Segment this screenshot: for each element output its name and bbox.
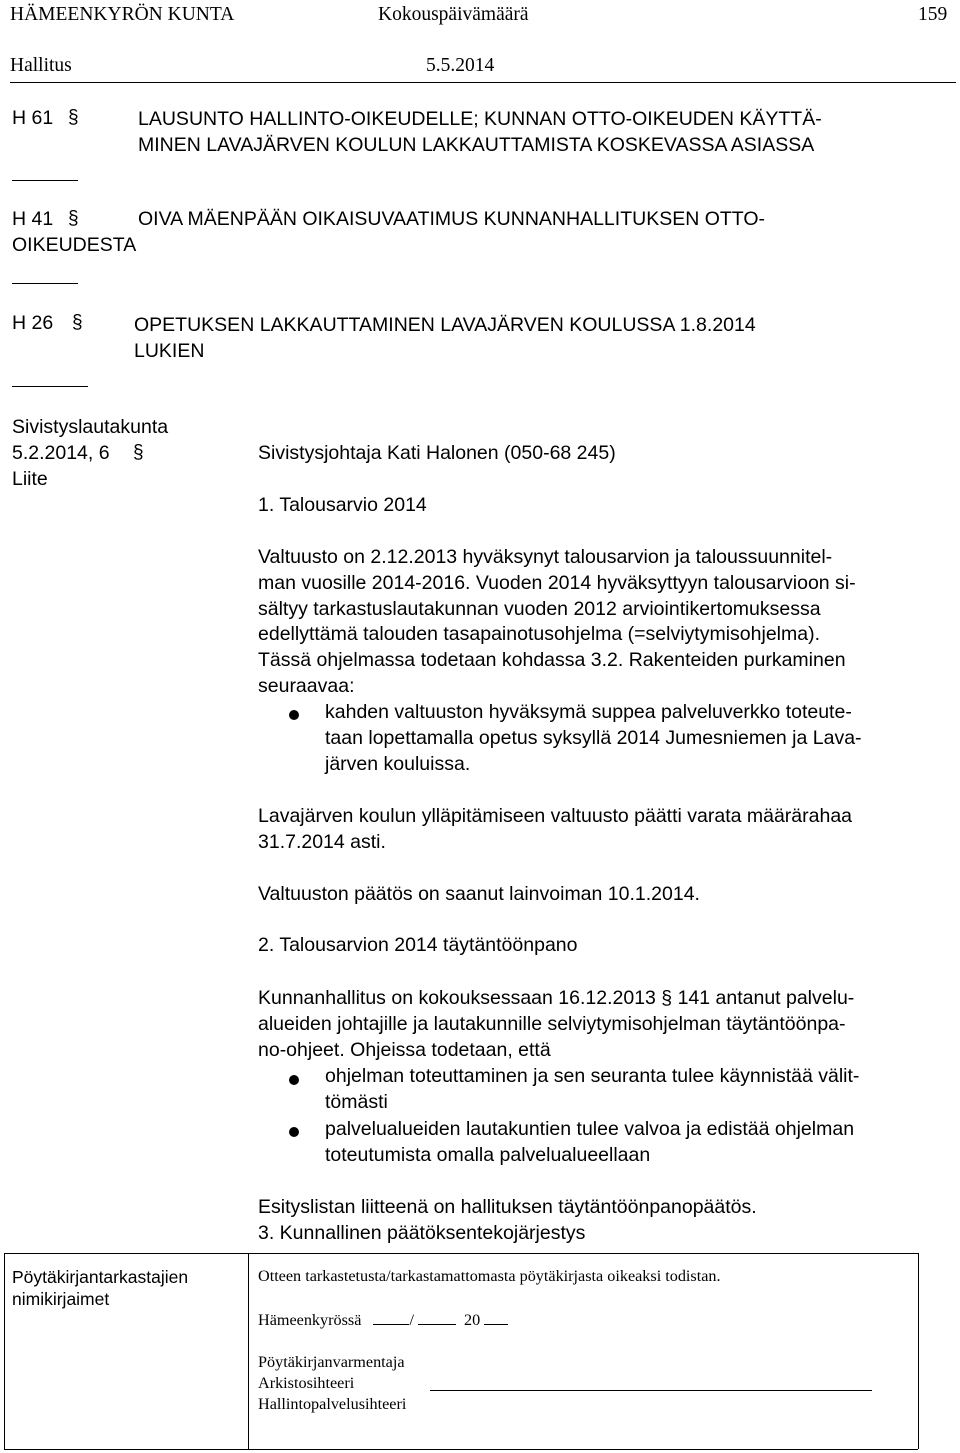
text-line: tömästi xyxy=(325,1090,388,1113)
history-title-line: LAUSUNTO HALLINTO-OIKEUDELLE; KUNNAN OTTO-OIKEUDEN KÄYTTÄ- xyxy=(138,108,822,130)
committee-name: Sivistyslautakunta xyxy=(12,416,169,438)
footer-initials-label xyxy=(12,1266,188,1310)
heading-budget: 1. Talousarvio 2014 xyxy=(258,494,427,516)
footer-certification: Otteen tarkastetusta/tarkastamattomasta pöytäkirjasta oikeaksi todistan. xyxy=(258,1267,721,1285)
paragraph-budget xyxy=(258,545,948,700)
separator-line xyxy=(12,283,78,284)
bullet-icon xyxy=(289,1075,299,1085)
text-line: seuraavaa: xyxy=(258,674,355,697)
text-line: ohjelman toteuttaminen ja sen seuranta tulee käynnistää välit- xyxy=(325,1065,860,1087)
text-line: sältyy tarkastuslautakunnan vuoden 2012 arviointikertomuksessa xyxy=(258,597,821,620)
footer-label-line: Pöytäkirjantarkastajien xyxy=(12,1267,189,1287)
text-line: 31.7.2014 asti. xyxy=(258,830,386,853)
history-title-line: LUKIEN xyxy=(134,340,205,362)
footer-place-date xyxy=(258,1310,508,1330)
municipality-name: HÄMEENKYRÖN KUNTA xyxy=(10,4,235,25)
history-title xyxy=(138,107,822,158)
committee-ref: 5.2.2014, 6 xyxy=(12,442,110,464)
text-line: palvelualueiden lautakuntien tulee valvoa ja edistää ohjelman xyxy=(325,1118,855,1140)
heading-decision-order: 3. Kunnallinen päätöksentekojärjestys xyxy=(258,1222,586,1244)
footer-right-border xyxy=(918,1253,919,1449)
text-line: Kunnanhallitus on kokouksessaan 16.12.2013 § 141 antanut palvelu- xyxy=(258,987,855,1009)
footer-left-border xyxy=(4,1253,5,1449)
text-line: Lavajärven koulun ylläpitämiseen valtuusto päätti varata määrärahaa xyxy=(258,805,853,827)
text-line: edellyttämä talouden tasapainotusohjelma (=selviytymisohjelma). xyxy=(258,623,820,646)
signer-title: Hallintopalvelusihteeri xyxy=(258,1395,407,1413)
history-title xyxy=(134,312,756,364)
meeting-date: 5.5.2014 xyxy=(426,55,495,76)
text-line: taan lopettamalla opetus syksyllä 2014 Jumesniemen ja Lava- xyxy=(325,726,862,749)
text-line: järven kouluissa. xyxy=(325,752,471,775)
paragraph-funding xyxy=(258,804,948,856)
footer-top-border xyxy=(4,1253,918,1254)
header-divider xyxy=(10,82,956,83)
section-sign-icon: § xyxy=(68,107,79,128)
footer-column-divider xyxy=(248,1253,249,1449)
paragraph-board-decision xyxy=(258,986,948,1063)
history-ref: H 26 xyxy=(12,312,54,334)
separator-line xyxy=(12,386,88,387)
footer-bottom-border xyxy=(4,1449,918,1450)
month-blank xyxy=(418,1310,456,1325)
history-title-line: MINEN LAVAJÄRVEN KOULUN LAKKAUTTAMISTA KOSKEVASSA ASIASSA xyxy=(138,133,815,156)
paragraph-legal-force: Valtuuston päätös on saanut lainvoiman 10.1.2014. xyxy=(258,883,700,905)
governing-body: Hallitus xyxy=(10,55,72,76)
footer-label-line: nimikirjaimet xyxy=(12,1289,110,1309)
section-sign-icon: § xyxy=(133,442,144,463)
bullet-item xyxy=(325,700,862,777)
bullet-item xyxy=(325,1064,859,1116)
history-title-line: OIKEUDESTA xyxy=(12,234,137,256)
page-number: 159 xyxy=(918,4,948,25)
heading-implementation: 2. Talousarvion 2014 täytäntöönpano xyxy=(258,934,578,956)
signer-title: Arkistosihteeri xyxy=(258,1374,355,1392)
signer-title: Pöytäkirjanvarmentaja xyxy=(258,1353,405,1371)
text-line: man vuosille 2014-2016. Vuoden 2014 hyväksyttyyn talousarvioon si- xyxy=(258,571,856,594)
attachment-label: Liite xyxy=(12,468,48,490)
section-sign-icon: § xyxy=(68,208,79,229)
text-line: Tässä ohjelmassa todetaan kohdassa 3.2. Rakenteiden purkaminen xyxy=(258,649,846,672)
footer-signers xyxy=(258,1352,406,1415)
text-line: Valtuusto on 2.12.2013 hyväksynyt talousarvion ja taloussuunnitel- xyxy=(258,546,833,568)
day-blank xyxy=(373,1310,409,1325)
bullet-icon xyxy=(289,1127,299,1137)
text-line: kahden valtuuston hyväksymä suppea palveluverkko toteute- xyxy=(325,701,852,723)
preparer: Sivistysjohtaja Kati Halonen (050-68 245) xyxy=(258,442,616,464)
text-line: toteutumista omalla palvelualueellaan xyxy=(325,1143,651,1166)
signature-line xyxy=(430,1390,872,1391)
bullet-item xyxy=(325,1117,854,1169)
text-line: no-ohjeet. Ohjeissa todetaan, että xyxy=(258,1038,551,1061)
bullet-icon xyxy=(289,710,299,720)
date-label: Kokouspäivämäärä xyxy=(378,4,529,25)
date-separator: / xyxy=(409,1311,414,1329)
place-label: Hämeenkyrössä xyxy=(258,1311,362,1329)
history-ref: H 41 xyxy=(12,208,54,230)
year-blank xyxy=(484,1310,508,1325)
text-line: alueiden johtajille ja lautakunnille selviytymisohjelman täytäntöönpa- xyxy=(258,1012,846,1035)
section-sign-icon: § xyxy=(72,312,83,333)
history-title-line: OPETUKSEN LAKKAUTTAMINEN LAVAJÄRVEN KOULUSSA 1.8.2014 xyxy=(134,314,756,336)
paragraph-attachment-note: Esityslistan liitteenä on hallituksen täytäntöönpanopäätös. xyxy=(258,1196,757,1218)
history-ref: H 61 xyxy=(12,107,54,129)
separator-line xyxy=(12,180,78,181)
history-title-line: OIVA MÄENPÄÄN OIKAISUVAATIMUS KUNNANHALLITUKSEN OTTO- xyxy=(138,208,766,230)
year-label: 20 xyxy=(463,1311,481,1329)
